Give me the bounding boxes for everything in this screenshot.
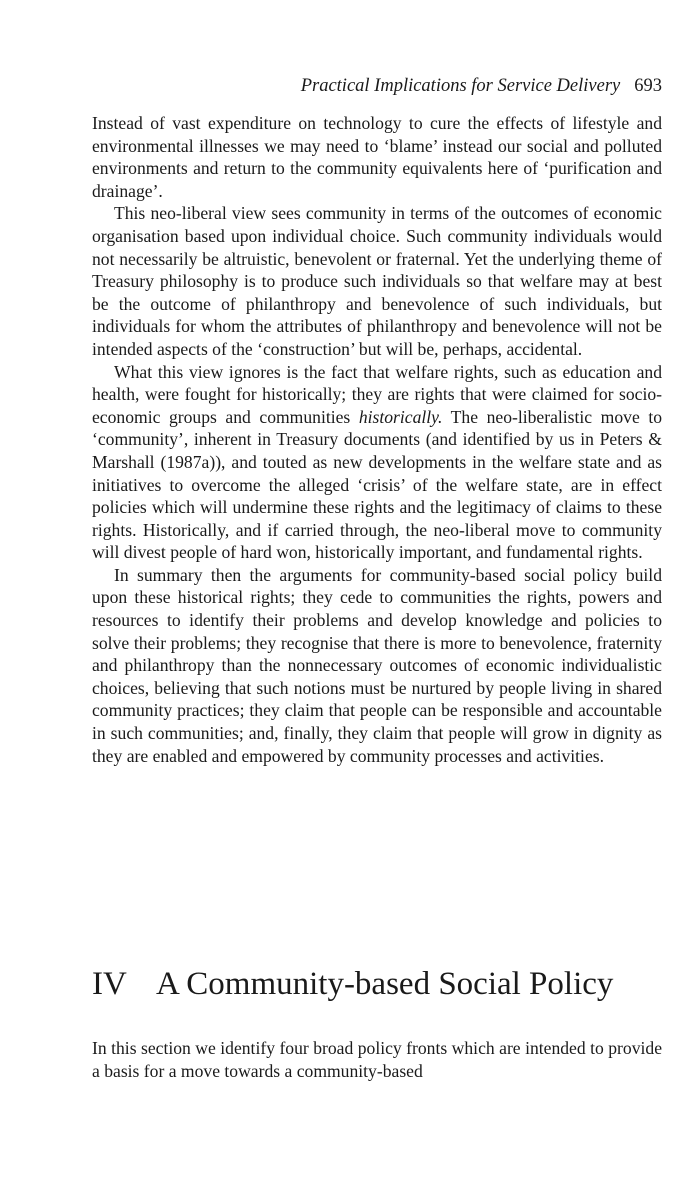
body-text — [92, 112, 662, 767]
page-number: 693 — [634, 76, 662, 96]
section-heading — [92, 962, 662, 1006]
paragraph-4: In summary then the arguments for community-based social policy build upon these historical rights; they cede to communities the rights, powers and resources to identify their problems and develop knowledge and policies to solve their problems; they recognise that there is more to benevolence, fraternity and philanthropy than the nonnecessary outcomes of economic individualistic choices, believing that such notions must be nurtured by people living in shared community practices; they claim that people can be responsible and accountable in such communities; and, finally, they claim that people will grow in dignity as they are enabled and empowered by community processes and activities. — [92, 564, 662, 766]
section-intro: In this section we identify four broad policy fronts which are intended to provide a basis for a move towards a community-based — [92, 1038, 662, 1081]
paragraph-1: Instead of vast expenditure on technology to cure the effects of lifestyle and environmental illnesses we may need to ‘blame’ instead our social and polluted environments and return to the community equivalents here of ‘purification and drainage’. — [92, 113, 662, 201]
paragraph-3-end: The neo-liberalistic move to ‘community’, inherent in Treasury documents (and identified by us in Peters & Marshall (1987a)), and touted as new developments in the welfare state and as initiatives to overcome the alleged ‘crisis’ of the welfare state, are in effect policies which will undermine these rights and the legitimacy of claims to these rights. Historically, and if carried through, the neo-liberal move to community will divest people of hard won, historically important, and fundamental rights. — [92, 406, 663, 563]
running-title: Practical Implications for Service Delivery — [300, 76, 621, 96]
paragraph-2: This neo-liberal view sees community in terms of the outcomes of economic organisation based upon individual choice. Such community individuals would not necessarily be altruistic, benevolent or fraternal. Yet the underlying theme of Treasury philosophy is to produce such individuals so that welfare may at best be the outcome of philanthropy and benevolence of such individuals, but individuals for whom the attributes of philanthropy and benevolence will not be intended aspects of the ‘construction’ but will be, perhaps, accidental. — [92, 203, 662, 359]
section-body — [92, 1037, 662, 1082]
paragraph-3-emphasis: historically. — [358, 406, 443, 427]
paragraph-3 — [92, 361, 662, 564]
running-head — [92, 74, 662, 98]
paragraph-3-start: What this view ignores is the fact that welfare rights, such as education and health, were fought for historically; they are rights that were claimed for socio-economic groups and communities — [92, 361, 662, 427]
section-number: IV — [92, 966, 127, 1002]
section-title: A Community-based Social Policy — [156, 966, 614, 1002]
